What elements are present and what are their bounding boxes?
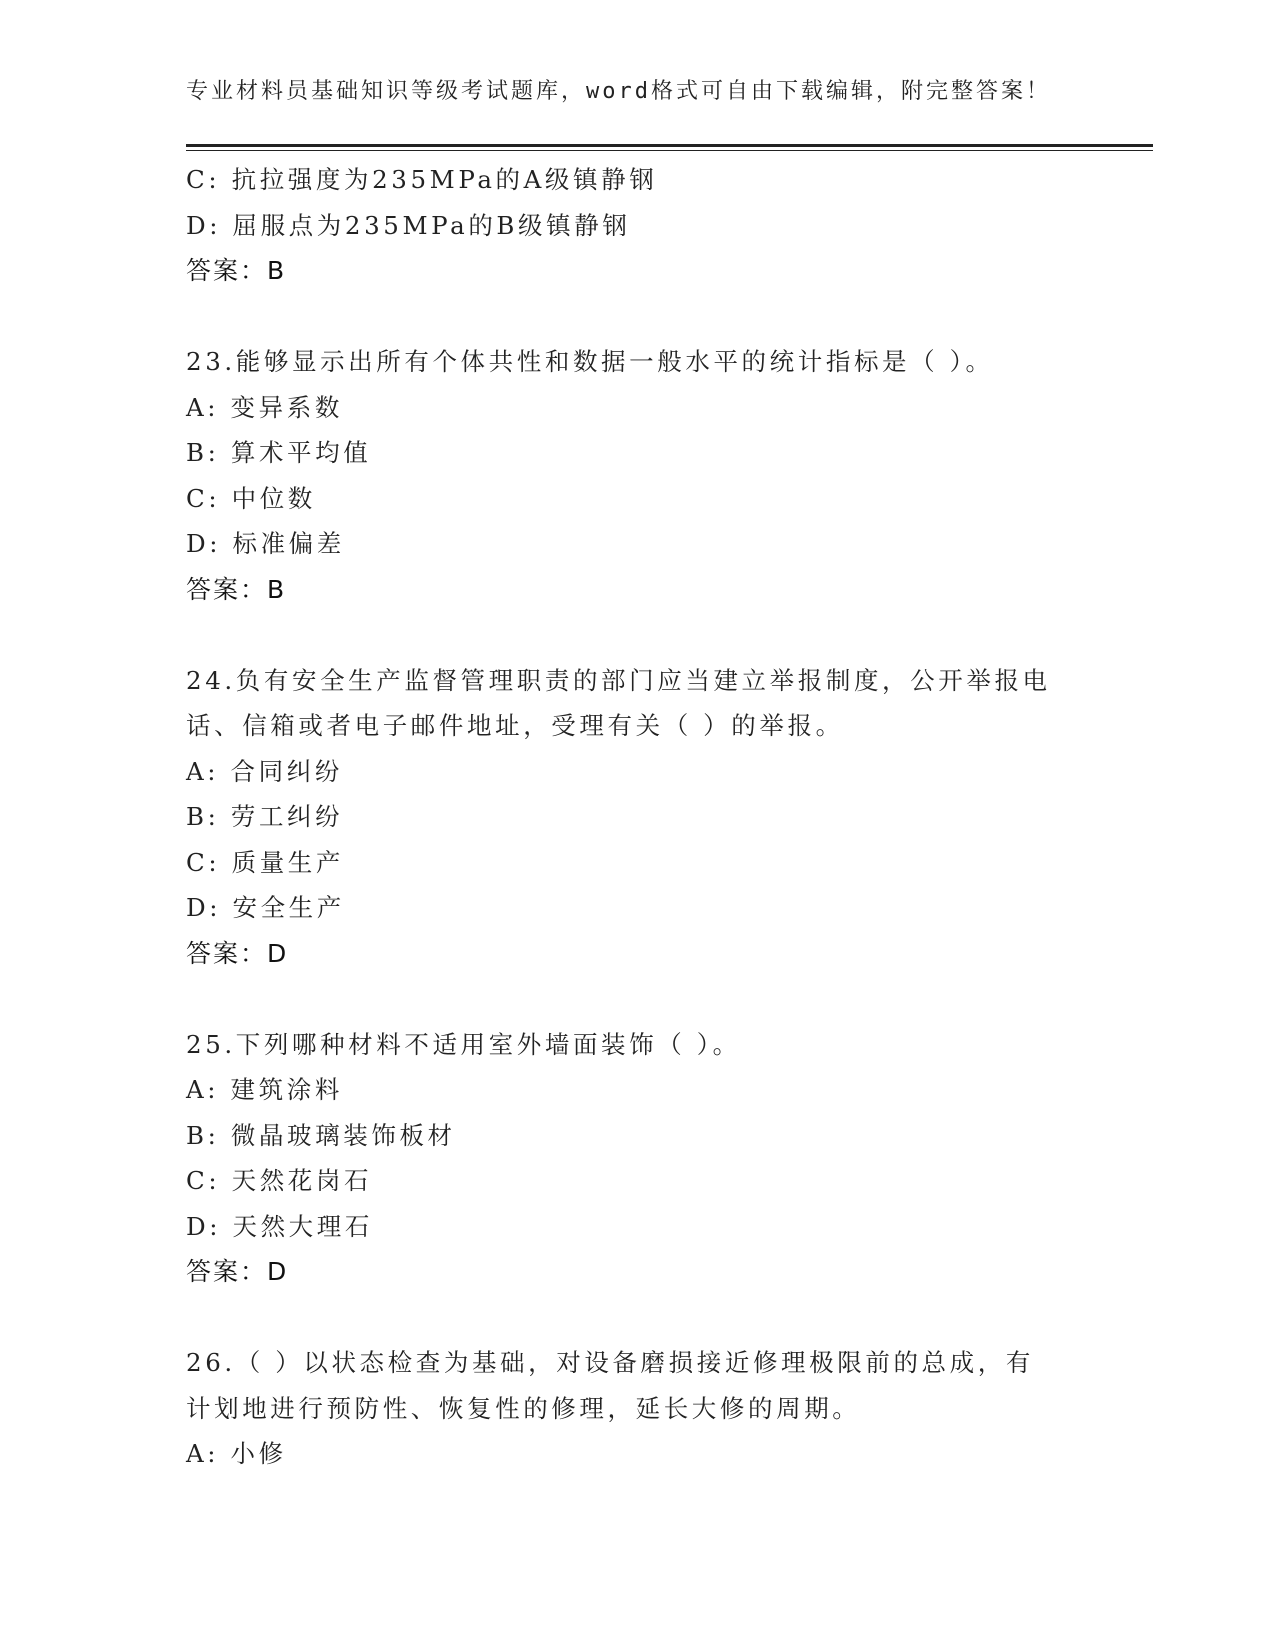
document-header: 专业材料员基础知识等级考试题库，word格式可自由下载编辑，附完整答案！ [186,79,1051,104]
spacer [186,1295,1086,1341]
answer-line: 答案：B [186,256,287,285]
option-line: C: 质量生产 [186,847,344,877]
question-stem: 25.下列哪种材料不适用室外墙面装饰（ ）。 [186,1029,741,1059]
option-line: A: 建筑涂料 [186,1075,343,1104]
header-rule-thin [186,150,1153,151]
question-stem: 23.能够显示出所有个体共性和数据一般水平的统计指标是（ ）。 [186,347,994,376]
question-stem: 24.负有安全生产监督管理职责的部门应当建立举报制度，公开举报电 [186,665,1051,695]
spacer [186,294,1086,340]
option-line: D: 标准偏差 [186,529,345,558]
answer-line: 答案：D [186,1257,289,1286]
question-stem: 26.（ ）以状态检查为基础，对设备磨损接近修理极限前的总成，有 [186,1348,1034,1377]
spacer [186,612,1086,658]
option-line: B: 劳工纠纷 [186,802,344,831]
question-stem: 计划地进行预防性、恢复性的修理，延长大修的周期。 [186,1393,861,1423]
answer-line: 答案：B [186,574,287,604]
question-content [186,157,1086,1477]
option-line: C: 中位数 [186,483,316,513]
option-line: A: 小修 [186,1439,287,1468]
option-line: D: 屈服点为235MPa的B级镇静钢 [186,210,631,240]
option-line: A: 合同纠纷 [186,756,343,786]
option-line: C: 天然花岗石 [186,1166,373,1195]
option-line: A: 变异系数 [186,392,343,422]
question-stem: 话、信箱或者电子邮件地址，受理有关（ ）的举报。 [186,711,844,740]
answer-line: 答案：D [186,938,289,968]
option-line: C: 抗拉强度为235MPa的A级镇静钢 [186,165,658,194]
option-line: B: 算术平均值 [186,438,372,467]
option-line: D: 安全生产 [186,893,345,922]
option-line: B: 微晶玻璃装饰板材 [186,1120,456,1150]
spacer [186,976,1086,1022]
header-rule-thick [186,144,1153,147]
option-line: D: 天然大理石 [186,1211,373,1241]
